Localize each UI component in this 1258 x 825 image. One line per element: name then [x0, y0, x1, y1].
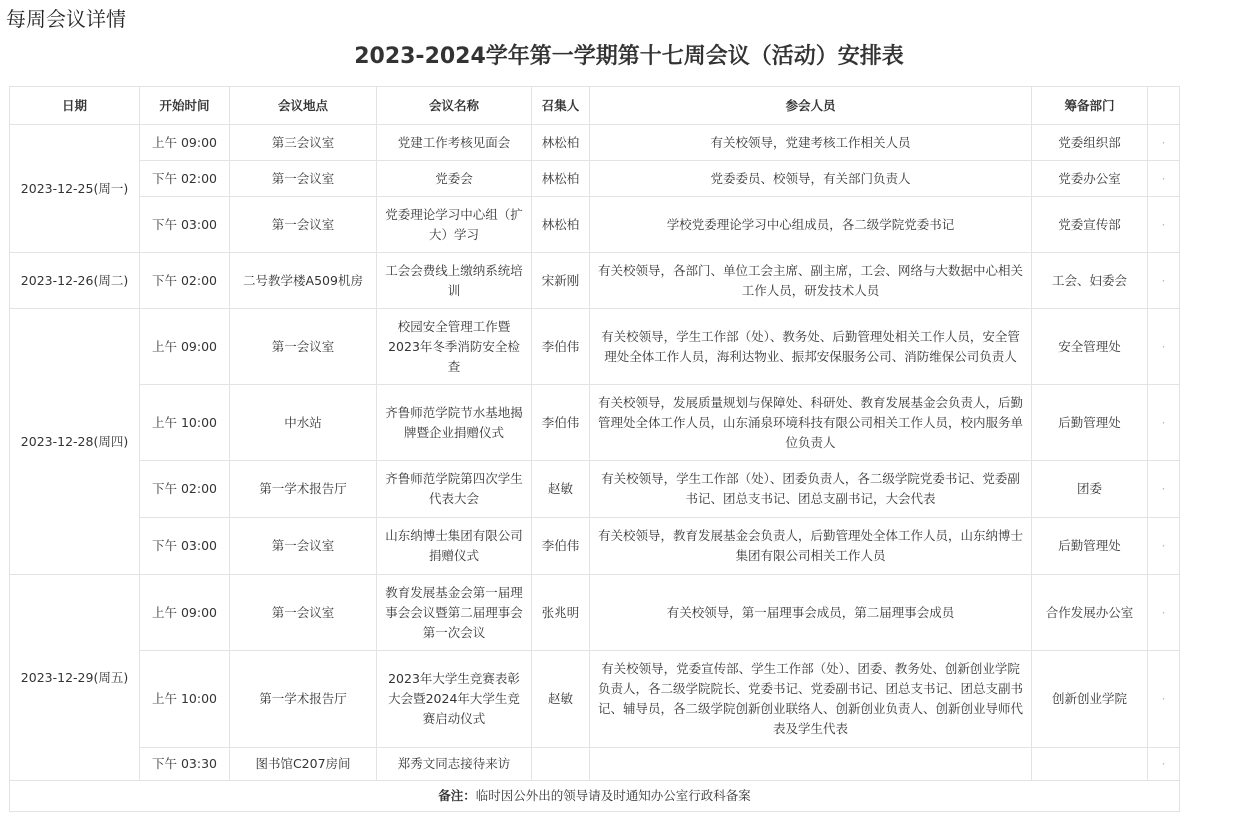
location-cell: 第一会议室: [230, 575, 377, 651]
location-cell: 中水站: [230, 385, 377, 461]
convener-cell: 宋新刚: [532, 253, 590, 309]
edge-cell: ·: [1148, 161, 1180, 197]
attendees-cell: [590, 748, 1032, 781]
attendees-cell: 有关校领导，发展质量规划与保障处、科研处、教育发展基金会负责人，后勤管理处全体工作人员，山东涌泉环境科技有限公司相关工作人员，校内服务单位负责人: [590, 385, 1032, 461]
department-cell: 合作发展办公室: [1032, 575, 1148, 651]
department-cell: [1032, 748, 1148, 781]
location-cell: 二号教学楼A509机房: [230, 253, 377, 309]
table-row: [10, 253, 1180, 309]
convener-cell: 林松柏: [532, 197, 590, 253]
column-header-start-time: 开始时间: [140, 87, 230, 125]
note-cell: [10, 781, 1180, 812]
edge-cell: ·: [1148, 385, 1180, 461]
column-header-attendees: 参会人员: [590, 87, 1032, 125]
date-cell: 2023-12-25(周一): [10, 125, 140, 253]
location-cell: 第一学术报告厅: [230, 461, 377, 518]
convener-cell: 赵敏: [532, 461, 590, 518]
edge-cell: ·: [1148, 309, 1180, 385]
attendees-cell: 有关校领导，各部门、单位工会主席、副主席，工会、网络与大数据中心相关工作人员，研发技术人员: [590, 253, 1032, 309]
convener-cell: [532, 748, 590, 781]
meeting-name-cell: 郑秀文同志接待来访: [377, 748, 532, 781]
table-row: [10, 575, 1180, 651]
attendees-cell: 有关校领导，教育发展基金会负责人，后勤管理处全体工作人员，山东纳博士集团有限公司相关工作人员: [590, 518, 1032, 575]
meeting-name-cell: 党建工作考核见面会: [377, 125, 532, 161]
time-cell: 上午 09:00: [140, 125, 230, 161]
department-cell: 党委组织部: [1032, 125, 1148, 161]
time-cell: 上午 10:00: [140, 651, 230, 748]
meeting-name-cell: 山东纳博士集团有限公司捐赠仪式: [377, 518, 532, 575]
department-cell: 党委办公室: [1032, 161, 1148, 197]
convener-cell: 林松柏: [532, 125, 590, 161]
column-header-location: 会议地点: [230, 87, 377, 125]
time-cell: 上午 10:00: [140, 385, 230, 461]
column-header-department: 筹备部门: [1032, 87, 1148, 125]
meeting-name-cell: 党委会: [377, 161, 532, 197]
meeting-name-cell: 党委理论学习中心组（扩大）学习: [377, 197, 532, 253]
schedule-table-container[interactable]: [9, 86, 1165, 825]
time-cell: 下午 03:00: [140, 518, 230, 575]
location-cell: 第一学术报告厅: [230, 651, 377, 748]
column-header-date: 日期: [10, 87, 140, 125]
meeting-name-cell: 校园安全管理工作暨2023年冬季消防安全检查: [377, 309, 532, 385]
table-row: [10, 161, 1180, 197]
department-cell: 安全管理处: [1032, 309, 1148, 385]
attendees-cell: 学校党委理论学习中心组成员，各二级学院党委书记: [590, 197, 1032, 253]
location-cell: 第一会议室: [230, 518, 377, 575]
meeting-name-cell: 齐鲁师范学院第四次学生代表大会: [377, 461, 532, 518]
table-row: [10, 651, 1180, 748]
column-header-meeting-name: 会议名称: [377, 87, 532, 125]
attendees-cell: 有关校领导，党建考核工作相关人员: [590, 125, 1032, 161]
meeting-schedule-table: [9, 86, 1180, 812]
date-cell: 2023-12-29(周五): [10, 575, 140, 781]
location-cell: 第三会议室: [230, 125, 377, 161]
department-cell: 后勤管理处: [1032, 518, 1148, 575]
convener-cell: 李伯伟: [532, 385, 590, 461]
column-header-extra: [1148, 87, 1180, 125]
table-row: [10, 461, 1180, 518]
department-cell: 创新创业学院: [1032, 651, 1148, 748]
attendees-cell: 有关校领导，第一届理事会成员，第二届理事会成员: [590, 575, 1032, 651]
location-cell: 图书馆C207房间: [230, 748, 377, 781]
attendees-cell: 有关校领导，学生工作部（处）、团委负责人，各二级学院党委书记、党委副书记、团总支书记、团总支副书记，大会代表: [590, 461, 1032, 518]
time-cell: 下午 02:00: [140, 253, 230, 309]
meeting-name-cell: 教育发展基金会第一届理事会会议暨第二届理事会第一次会议: [377, 575, 532, 651]
department-cell: 党委宣传部: [1032, 197, 1148, 253]
time-cell: 下午 03:30: [140, 748, 230, 781]
attendees-cell: 有关校领导，党委宣传部、学生工作部（处）、团委、教务处、创新创业学院负责人，各二级学院院长、党委书记、党委副书记、团总支书记、团总支副书记、辅导员，各二级学院创新创业联络人、创新创业负责人、创新创业导师代表及学生代表: [590, 651, 1032, 748]
date-cell: 2023-12-28(周四): [10, 309, 140, 575]
location-cell: 第一会议室: [230, 161, 377, 197]
table-row: [10, 197, 1180, 253]
edge-cell: ·: [1148, 197, 1180, 253]
convener-cell: 张兆明: [532, 575, 590, 651]
edge-cell: ·: [1148, 518, 1180, 575]
note-text: 临时因公外出的领导请及时通知办公室行政科备案: [475, 788, 751, 803]
attendees-cell: 党委委员、校领导，有关部门负责人: [590, 161, 1032, 197]
table-row: [10, 518, 1180, 575]
department-cell: 后勤管理处: [1032, 385, 1148, 461]
convener-cell: 李伯伟: [532, 309, 590, 385]
time-cell: 上午 09:00: [140, 309, 230, 385]
edge-cell: ·: [1148, 253, 1180, 309]
location-cell: 第一会议室: [230, 309, 377, 385]
attendees-cell: 有关校领导，学生工作部（处）、教务处、后勤管理处相关工作人员，安全管理处全体工作人员，海利达物业、振邦安保服务公司、消防维保公司负责人: [590, 309, 1032, 385]
time-cell: 下午 02:00: [140, 161, 230, 197]
edge-cell: ·: [1148, 125, 1180, 161]
column-header-convener: 召集人: [532, 87, 590, 125]
note-row: [10, 781, 1180, 812]
location-cell: 第一会议室: [230, 197, 377, 253]
convener-cell: 林松柏: [532, 161, 590, 197]
date-cell: 2023-12-26(周二): [10, 253, 140, 309]
edge-cell: ·: [1148, 461, 1180, 518]
convener-cell: 赵敏: [532, 651, 590, 748]
schedule-title: 2023-2024学年第一学期第十七周会议（活动）安排表: [354, 44, 904, 69]
edge-cell: ·: [1148, 748, 1180, 781]
department-cell: 团委: [1032, 461, 1148, 518]
table-row: [10, 385, 1180, 461]
table-row: [10, 125, 1180, 161]
meeting-name-cell: 2023年大学生竞赛表彰大会暨2024年大学生竞赛启动仪式: [377, 651, 532, 748]
department-cell: 工会、妇委会: [1032, 253, 1148, 309]
table-row: [10, 309, 1180, 385]
meeting-name-cell: 工会会费线上缴纳系统培训: [377, 253, 532, 309]
table-row: [10, 748, 1180, 781]
meeting-name-cell: 齐鲁师范学院节水基地揭牌暨企业捐赠仪式: [377, 385, 532, 461]
time-cell: 上午 09:00: [140, 575, 230, 651]
time-cell: 下午 03:00: [140, 197, 230, 253]
note-label: 备注：: [438, 788, 476, 803]
edge-cell: ·: [1148, 651, 1180, 748]
time-cell: 下午 02:00: [140, 461, 230, 518]
convener-cell: 李伯伟: [532, 518, 590, 575]
page-heading: 每周会议详情: [6, 7, 126, 31]
table-header-row: [10, 87, 1180, 125]
edge-cell: ·: [1148, 575, 1180, 651]
